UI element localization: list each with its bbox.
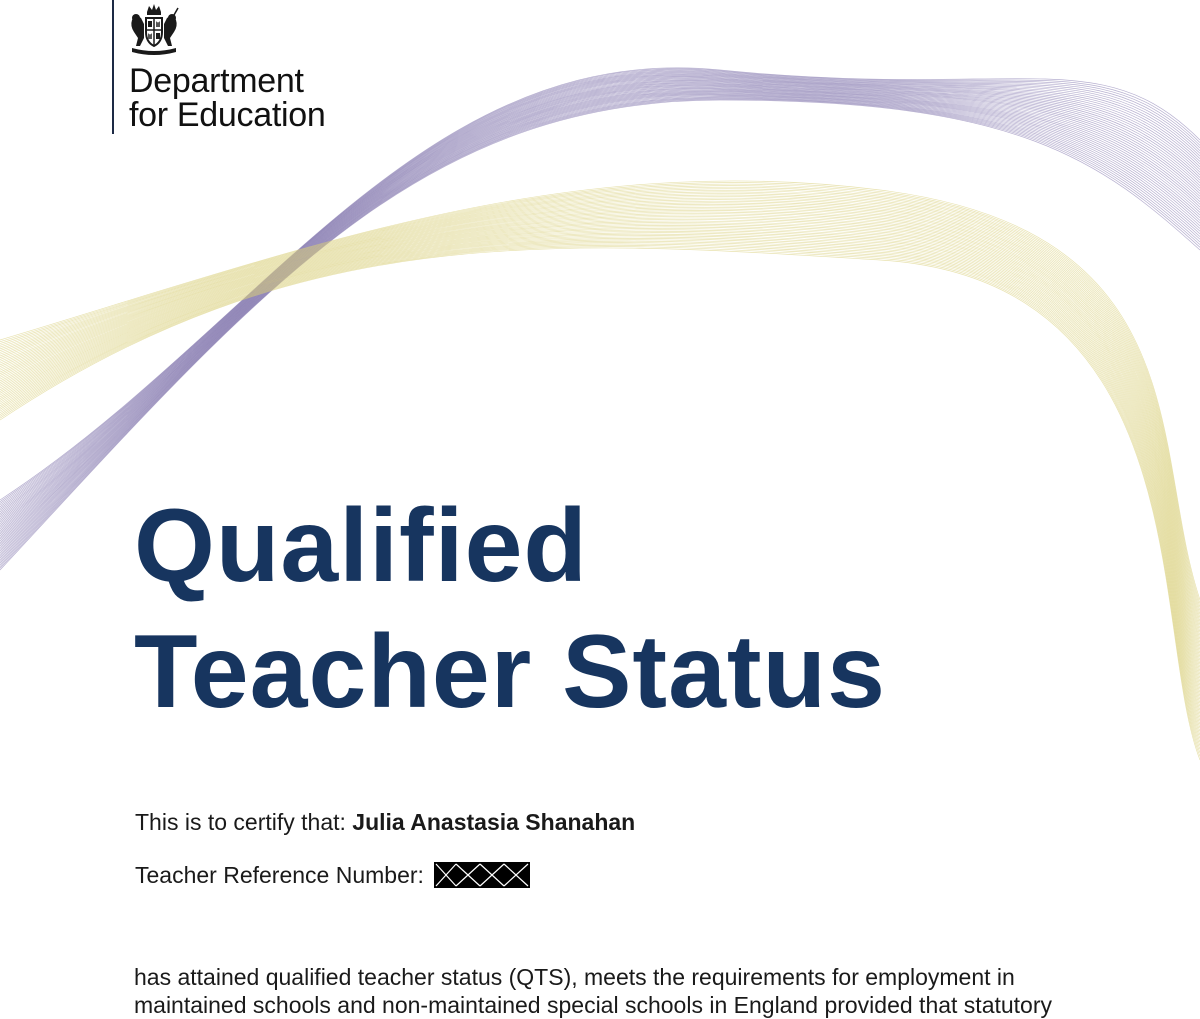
certificate-title [134,483,886,735]
department-name-line1: Department [129,62,304,100]
holder-name: Julia Anastasia Shanahan [352,809,636,835]
certify-label: This is to certify that: [135,809,346,835]
redacted-trn-value [434,862,530,888]
teacher-reference-line [135,861,530,889]
certificate-title-line1: Qualified [134,488,588,604]
trn-label: Teacher Reference Number: [135,862,424,888]
body-text-line2: maintained schools and non-maintained special schools in England provided that statutory [134,992,1053,1018]
department-logo [112,0,326,134]
department-name [129,64,325,132]
body-text-line1: has attained qualified teacher status (QTS), meets the requirements for employment in [134,964,1015,990]
certificate-title-line2: Teacher Status [134,614,886,730]
qts-body-text [134,963,1074,1019]
certify-statement [135,808,635,836]
department-name-line2: for Education [129,96,326,134]
royal-coat-of-arms-icon [128,2,180,56]
